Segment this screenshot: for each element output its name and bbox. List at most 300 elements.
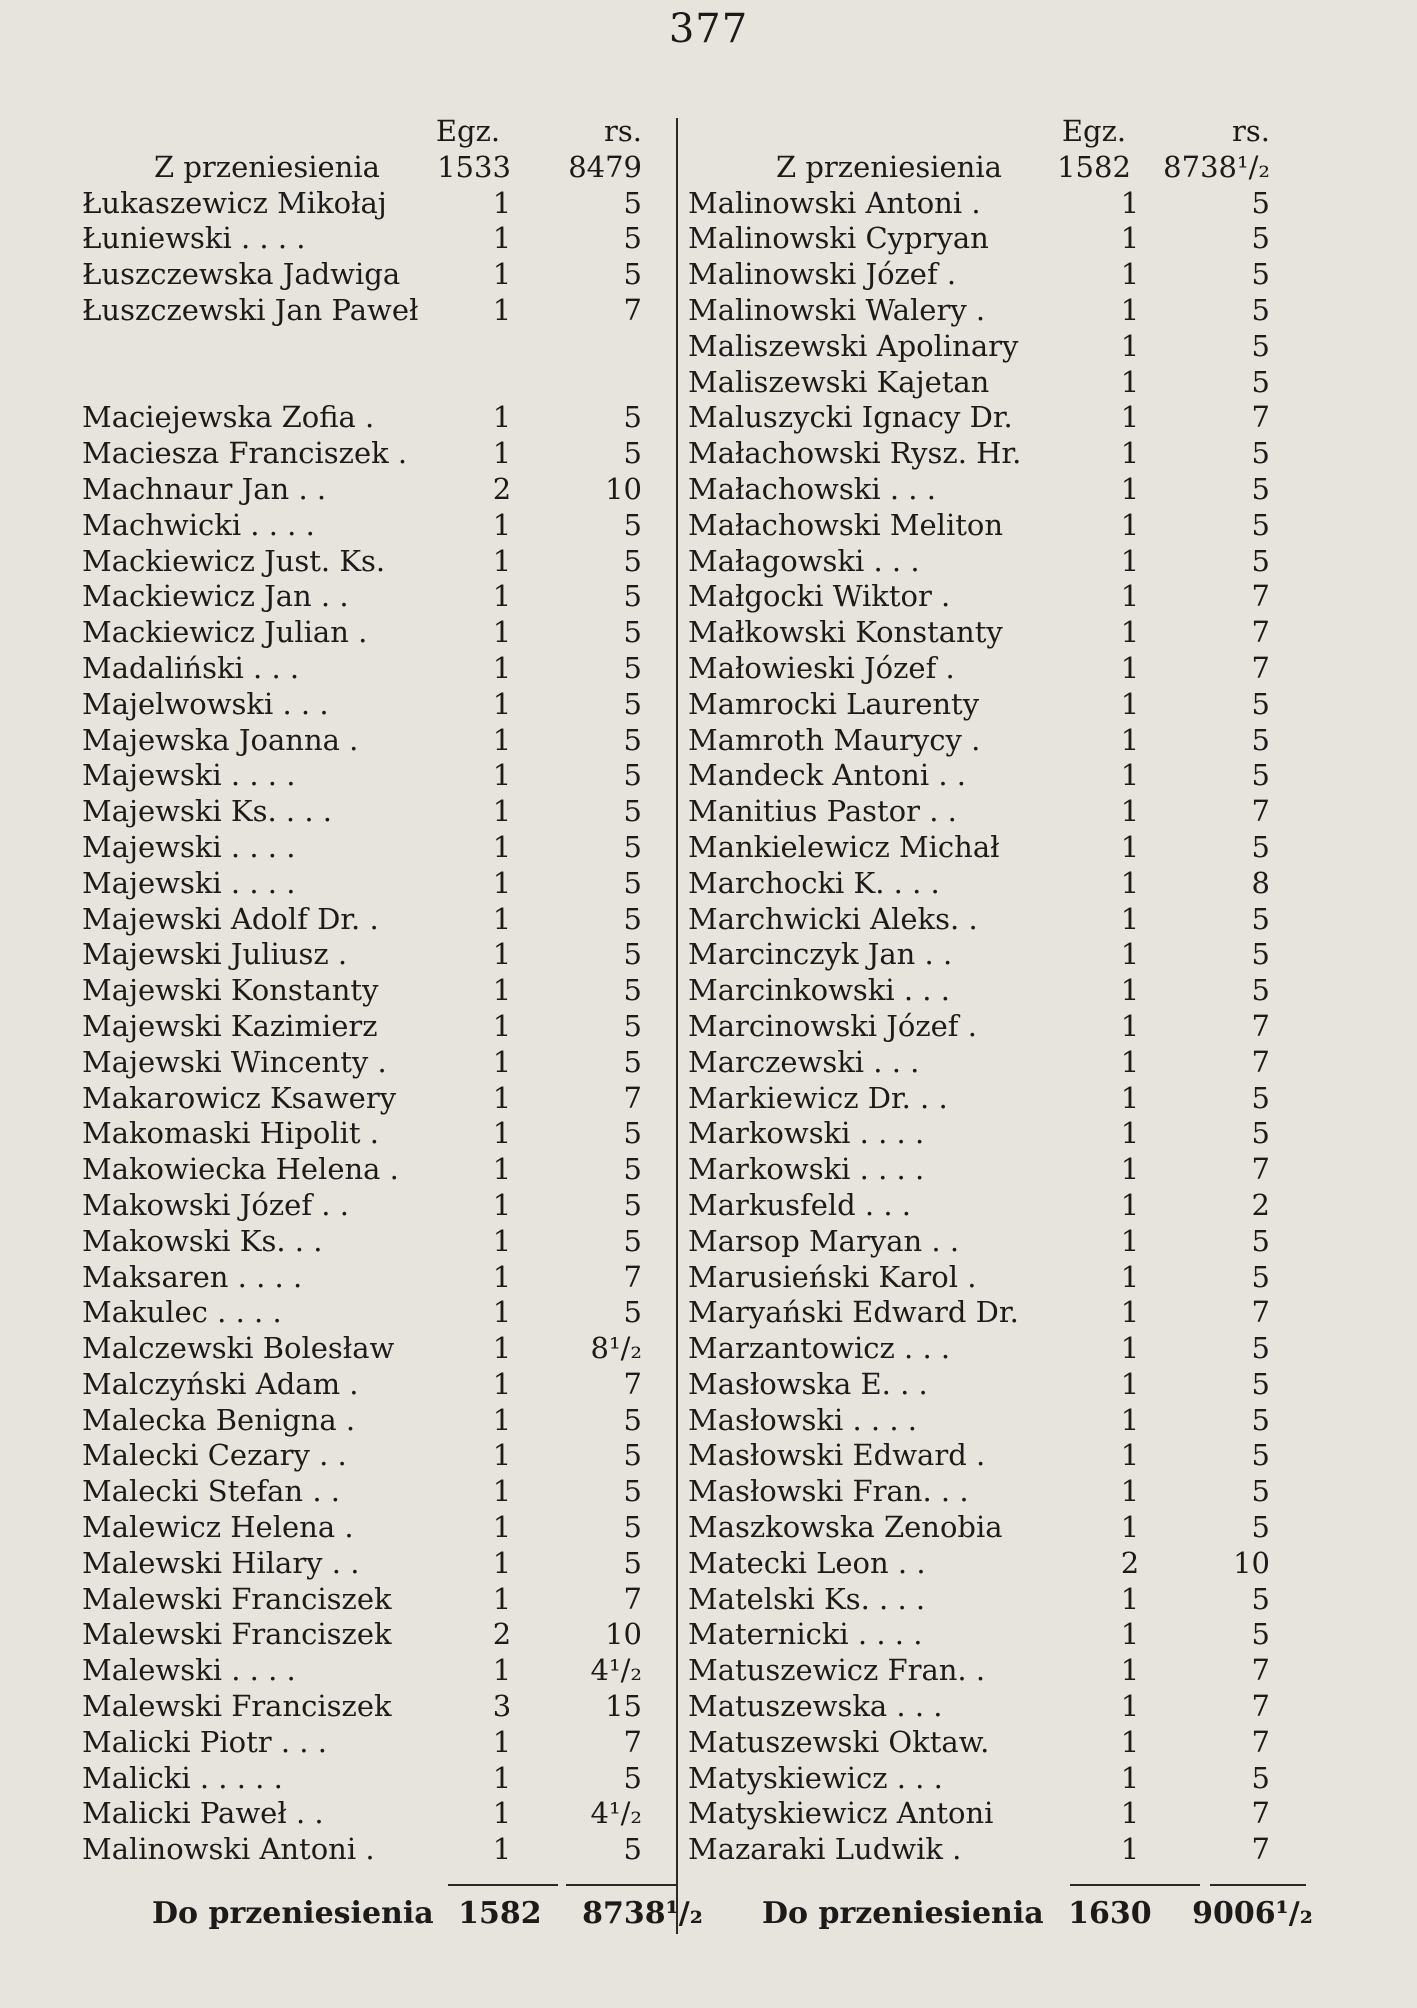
subscriber-name: Maliszewski Apolinary [688,328,1019,363]
subscriber-name: Matyskiewicz Antoni [688,1796,994,1831]
subscriber-name: Mackiewicz Julian . [82,615,368,650]
subscriber-name: Manitius Pastor . . [688,794,957,829]
right-column-header [688,114,1286,150]
copies-count: 1 [1120,829,1140,864]
right-entries-list [688,186,1286,1868]
amount-rubles: 5 [1251,1760,1270,1795]
subscriber-name: Majelwowski . . . [82,686,329,721]
amount-rubles: 5 [623,650,642,685]
amount-rubles: 7 [623,292,642,327]
sum-rule [566,1884,678,1886]
list-item [688,615,1286,651]
list-item [688,1045,1286,1081]
subscriber-name: Maternicki . . . . [688,1617,923,1652]
list-item [82,1546,644,1582]
amount-rubles: 5 [1251,722,1270,757]
subscriber-name: Malinowski Antoni . [82,1832,375,1867]
list-item [688,723,1286,759]
amount-rubles: 7 [623,1366,642,1401]
left-entries-list [82,186,644,1868]
list-item [688,1725,1286,1761]
list-item [82,1403,644,1439]
copies-count: 1 [1120,257,1140,292]
subscriber-name: Machnaur Jan . . [82,471,327,506]
list-item [688,937,1286,973]
subscriber-name: Makulec . . . . [82,1295,282,1330]
copies-count: 1 [1120,686,1140,721]
subscriber-name: Mamrocki Laurenty [688,686,980,721]
copies-count: 1 [1120,1223,1140,1258]
copies-count: 1 [1120,400,1140,435]
copies-count: 1 [492,221,512,256]
subscriber-name: Matelski Ks. . . . [688,1581,926,1616]
copies-count: 1 [1120,865,1140,900]
list-item [82,615,644,651]
copies-count: 1 [1120,1008,1140,1043]
copies-count: 1 [1120,1259,1140,1294]
subscriber-name: Majewski . . . . [82,865,296,900]
carried-out-label: Do przeniesienia [762,1896,1044,1931]
list-item [688,1617,1286,1653]
list-item [82,1260,644,1296]
amount-rubles: 5 [1251,1581,1270,1616]
list-item [82,866,644,902]
list-item [82,1510,644,1546]
amount-rubles: 5 [623,722,642,757]
list-item [82,1761,644,1797]
amount-rubles: 5 [623,1402,642,1437]
copies-count: 1 [1120,1832,1140,1867]
list-item [688,1260,1286,1296]
amount-rubles: 5 [1251,1331,1270,1366]
list-item [82,830,644,866]
subscriber-name: Malecki Stefan . . [82,1474,340,1509]
list-item [688,579,1286,615]
subscriber-name: Mankielewicz Michał [688,829,1000,864]
list-item [82,1224,644,1260]
copies-count: 1 [492,1187,512,1222]
list-item [82,937,644,973]
list-item [82,973,644,1009]
list-item [82,1081,644,1117]
amount-rubles: 5 [1251,1259,1270,1294]
list-item [82,1796,644,1832]
amount-rubles: 7 [623,1581,642,1616]
carried-out-egz: 1582 [458,1896,542,1931]
copies-count: 1 [492,1080,512,1115]
list-item [688,329,1286,365]
list-item [688,866,1286,902]
copies-count: 1 [492,829,512,864]
list-item [688,1546,1286,1582]
list-item [688,1295,1286,1331]
copies-count: 1 [1120,1152,1140,1187]
copies-count: 1 [1120,1116,1140,1151]
right-carried-in-row [688,150,1286,186]
subscriber-name: Majewski . . . . [82,758,296,793]
sum-rule [1070,1884,1200,1886]
copies-count: 1 [492,1510,512,1545]
amount-rubles: 5 [623,1152,642,1187]
amount-rubles: 7 [623,1259,642,1294]
copies-count: 1 [1120,436,1140,471]
list-item [688,186,1286,222]
copies-count: 1 [1120,1295,1140,1330]
amount-rubles: 15 [605,1689,642,1724]
subscriber-name: Maszkowska Zenobia [688,1510,1003,1545]
subscriber-name: Malewski Franciszek [82,1617,392,1652]
amount-rubles: 5 [1251,364,1270,399]
copies-count: 1 [492,1545,512,1580]
amount-rubles: 5 [1251,1617,1270,1652]
amount-rubles: 5 [623,1510,642,1545]
copies-count: 1 [1120,471,1140,506]
subscriber-name: Machwicki . . . . [82,507,315,542]
carried-out-rs: 9006¹/₂ [1192,1896,1313,1931]
list-item [82,1617,644,1653]
subscriber-name: Maluszycki Ignacy Dr. [688,400,1013,435]
amount-rubles: 5 [623,1474,642,1509]
amount-rubles: 5 [1251,1438,1270,1473]
subscriber-name: Małowieski Józef . [688,650,955,685]
list-item [688,1438,1286,1474]
list-item [82,472,644,508]
list-item [82,257,644,293]
copies-count: 1 [492,1832,512,1867]
list-item [82,1474,644,1510]
amount-rubles: 5 [1251,973,1270,1008]
copies-count: 1 [1120,1080,1140,1115]
amount-rubles: 5 [623,579,642,614]
amount-rubles: 5 [623,1295,642,1330]
subscriber-name: Maciesza Franciszek . [82,436,408,471]
egz-header: Egz. [1061,114,1127,148]
subscriber-name: Łukaszewicz Mikołaj [82,185,387,220]
amount-rubles: 5 [1251,471,1270,506]
amount-rubles: 5 [1251,257,1270,292]
left-column-header [82,114,644,150]
list-item [688,1152,1286,1188]
copies-count: 1 [1120,1331,1140,1366]
amount-rubles: 7 [1251,615,1270,650]
list-item [82,1152,644,1188]
copies-count: 1 [1120,579,1140,614]
copies-count: 3 [492,1689,512,1724]
list-item [688,508,1286,544]
amount-rubles: 5 [623,257,642,292]
amount-rubles: 5 [623,1008,642,1043]
subscriber-name: Makowiecka Helena . [82,1152,399,1187]
subscriber-name: Matuszewicz Fran. . [688,1653,986,1688]
subscriber-name: Makomaski Hipolit . [82,1116,379,1151]
list-item [688,1403,1286,1439]
subscriber-name: Malewski Hilary . . [82,1545,360,1580]
copies-count: 1 [492,1259,512,1294]
subscriber-name: Malecki Cezary . . [82,1438,347,1473]
copies-count: 1 [1120,1724,1140,1759]
list-item [688,1582,1286,1618]
amount-rubles: 4¹/₂ [590,1796,642,1831]
subscriber-name: Malewski . . . . [82,1653,296,1688]
copies-count: 2 [1120,1545,1140,1580]
list-item [82,1045,644,1081]
subscriber-name: Marcinkowski . . . [688,973,950,1008]
amount-rubles: 7 [1251,1653,1270,1688]
left-carried-out [152,1896,703,1931]
amount-rubles: 5 [1251,1402,1270,1437]
amount-rubles: 5 [623,185,642,220]
list-item [688,365,1286,401]
list-item [688,1689,1286,1725]
copies-count: 1 [1120,615,1140,650]
subscriber-name: Malinowski Józef . [688,257,957,292]
copies-count: 1 [1120,722,1140,757]
list-item [82,1295,644,1331]
amount-rubles: 5 [623,615,642,650]
rs-header: rs. [604,114,642,148]
amount-rubles: 7 [1251,1689,1270,1724]
carried-out-rs: 8738¹/₂ [582,1896,703,1931]
subscriber-name: Marczewski . . . [688,1044,920,1079]
list-item [688,902,1286,938]
carried-out-label: Do przeniesienia [152,1896,434,1931]
subscriber-name: Maciejewska Zofia . [82,400,375,435]
amount-rubles: 7 [1251,1832,1270,1867]
amount-rubles: 10 [605,1617,642,1652]
list-item [688,1832,1286,1868]
amount-rubles: 5 [1251,686,1270,721]
copies-count: 1 [492,185,512,220]
sum-rule [1210,1884,1306,1886]
copies-count: 1 [492,1581,512,1616]
copies-count: 1 [1120,185,1140,220]
list-item [688,221,1286,257]
amount-rubles: 5 [1251,901,1270,936]
list-item [82,1116,644,1152]
amount-rubles: 5 [623,1187,642,1222]
amount-rubles: 5 [623,1044,642,1079]
copies-count: 1 [1120,1796,1140,1831]
list-item [688,293,1286,329]
subscriber-name: Malinowski Cypryan [688,221,989,256]
amount-rubles: 8¹/₂ [590,1331,642,1366]
subscriber-name: Majewski Wincenty . [82,1044,387,1079]
copies-count: 2 [492,471,512,506]
list-item [688,1796,1286,1832]
subscriber-name: Masłowski Edward . [688,1438,986,1473]
amount-rubles: 5 [623,400,642,435]
copies-count: 1 [1120,292,1140,327]
amount-rubles: 7 [1251,1152,1270,1187]
amount-rubles: 5 [623,436,642,471]
subscriber-name: Markusfeld . . . [688,1187,912,1222]
copies-count: 1 [1120,973,1140,1008]
amount-rubles: 5 [623,507,642,542]
list-item [82,1438,644,1474]
copies-count: 1 [492,257,512,292]
list-item [82,221,644,257]
subscriber-name: Markowski . . . . [688,1116,925,1151]
list-item [688,472,1286,508]
amount-rubles: 5 [1251,937,1270,972]
amount-rubles: 5 [1251,292,1270,327]
carried-in-egz: 1582 [1057,149,1131,184]
subscriber-name: Marsop Maryan . . [688,1223,960,1258]
list-item [82,400,644,436]
subscriber-name: Małkowski Konstanty [688,615,1003,650]
subscriber-name: Makowski Ks. . . [82,1223,323,1258]
amount-rubles: 5 [1251,221,1270,256]
list-item [82,186,644,222]
copies-count: 1 [492,1653,512,1688]
list-item [82,1331,644,1367]
subscriber-name: Masłowski Fran. . . [688,1474,969,1509]
subscriber-name: Majewski Konstanty [82,973,379,1008]
copies-count: 1 [1120,1474,1140,1509]
copies-count: 1 [1120,794,1140,829]
list-item [688,436,1286,472]
subscriber-name: Mackiewicz Just. Ks. [82,543,386,578]
amount-rubles: 5 [1251,1116,1270,1151]
amount-rubles: 5 [1251,758,1270,793]
column-divider [676,118,678,1934]
amount-rubles: 5 [1251,328,1270,363]
subscriber-name: Majewska Joanna . [82,722,359,757]
copies-count: 1 [492,1295,512,1330]
amount-rubles: 5 [1251,543,1270,578]
amount-rubles: 4¹/₂ [590,1653,642,1688]
copies-count: 1 [492,1116,512,1151]
copies-count: 1 [1120,650,1140,685]
list-item [688,1761,1286,1797]
subscriber-name: Matuszewski Oktaw. [688,1724,990,1759]
amount-rubles: 8 [1251,865,1270,900]
amount-rubles: 5 [1251,1080,1270,1115]
amount-rubles: 5 [1251,1223,1270,1258]
amount-rubles: 7 [1251,1044,1270,1079]
amount-rubles: 7 [1251,400,1270,435]
copies-count: 1 [492,400,512,435]
list-item [82,1009,644,1045]
list-item [82,365,644,401]
left-column [82,114,644,1868]
list-item [82,1188,644,1224]
list-item [688,830,1286,866]
amount-rubles: 5 [1251,1510,1270,1545]
list-item [688,1116,1286,1152]
copies-count: 1 [492,973,512,1008]
list-item [82,1725,644,1761]
copies-count: 1 [1120,937,1140,972]
amount-rubles: 5 [623,686,642,721]
carried-in-rs: 8479 [568,149,642,184]
subscriber-name: Majewski Ks. . . . [82,794,332,829]
subscriber-name: Łuszczewski Jan Paweł [82,292,419,327]
amount-rubles: 5 [1251,1474,1270,1509]
left-carried-in-row [82,150,644,186]
rs-header: rs. [1232,114,1270,148]
amount-rubles: 5 [623,221,642,256]
copies-count: 1 [1120,1689,1140,1724]
copies-count: 2 [492,1617,512,1652]
copies-count: 1 [492,1402,512,1437]
amount-rubles: 5 [1251,829,1270,864]
copies-count: 1 [492,1223,512,1258]
amount-rubles: 7 [1251,650,1270,685]
copies-count: 1 [492,937,512,972]
subscriber-name: Mandeck Antoni . . [688,758,966,793]
list-item [82,1689,644,1725]
amount-rubles: 5 [623,973,642,1008]
subscriber-name: Mamroth Maurycy . [688,722,981,757]
list-item [82,758,644,794]
list-item [82,508,644,544]
copies-count: 1 [492,650,512,685]
copies-count: 1 [1120,1617,1140,1652]
amount-rubles: 7 [1251,1796,1270,1831]
carried-in-label: Z przeniesienia [154,149,380,184]
copies-count: 1 [492,686,512,721]
copies-count: 1 [492,901,512,936]
copies-count: 1 [1120,1438,1140,1473]
subscriber-name: Malinowski Walery . [688,292,986,327]
egz-header: Egz. [435,114,501,148]
list-item [688,651,1286,687]
subscriber-name: Markowski . . . . [688,1152,925,1187]
amount-rubles: 7 [1251,1724,1270,1759]
subscriber-name: Masłowski . . . . [688,1402,918,1437]
subscriber-name: Łuszczewska Jadwiga [82,257,401,292]
page-number: 377 [668,6,749,52]
list-item [82,1832,644,1868]
subscriber-name: Masłowska E. . . [688,1366,928,1401]
copies-count: 1 [492,865,512,900]
copies-count: 1 [1120,1402,1140,1437]
list-item [688,1081,1286,1117]
subscriber-name: Marchwicki Aleks. . [688,901,978,936]
copies-count: 1 [492,1044,512,1079]
copies-count: 1 [492,1152,512,1187]
subscriber-name: Marchocki K. . . . [688,865,940,900]
list-item [82,723,644,759]
amount-rubles: 5 [623,901,642,936]
amount-rubles: 5 [623,543,642,578]
copies-count: 1 [1120,221,1140,256]
subscriber-name: Malicki Paweł . . [82,1796,324,1831]
amount-rubles: 5 [623,1760,642,1795]
subscriber-name: Małachowski Meliton [688,507,1004,542]
list-item [82,579,644,615]
list-item [82,687,644,723]
copies-count: 1 [1120,364,1140,399]
subscriber-name: Małgocki Wiktor . [688,579,951,614]
copies-count: 1 [492,1438,512,1473]
list-item [688,257,1286,293]
copies-count: 1 [492,722,512,757]
list-item [82,293,644,329]
subscriber-name: Makowski Józef . . [82,1187,349,1222]
amount-rubles: 10 [605,471,642,506]
sum-rule [448,1884,558,1886]
subscriber-name: Mazaraki Ludwik . [688,1832,962,1867]
copies-count: 1 [492,1366,512,1401]
subscriber-name: Maliszewski Kajetan [688,364,990,399]
copies-count: 1 [492,543,512,578]
copies-count: 1 [1120,1044,1140,1079]
subscriber-name: Malewicz Helena . [82,1510,354,1545]
amount-rubles: 10 [1233,1545,1270,1580]
amount-rubles: 5 [623,829,642,864]
